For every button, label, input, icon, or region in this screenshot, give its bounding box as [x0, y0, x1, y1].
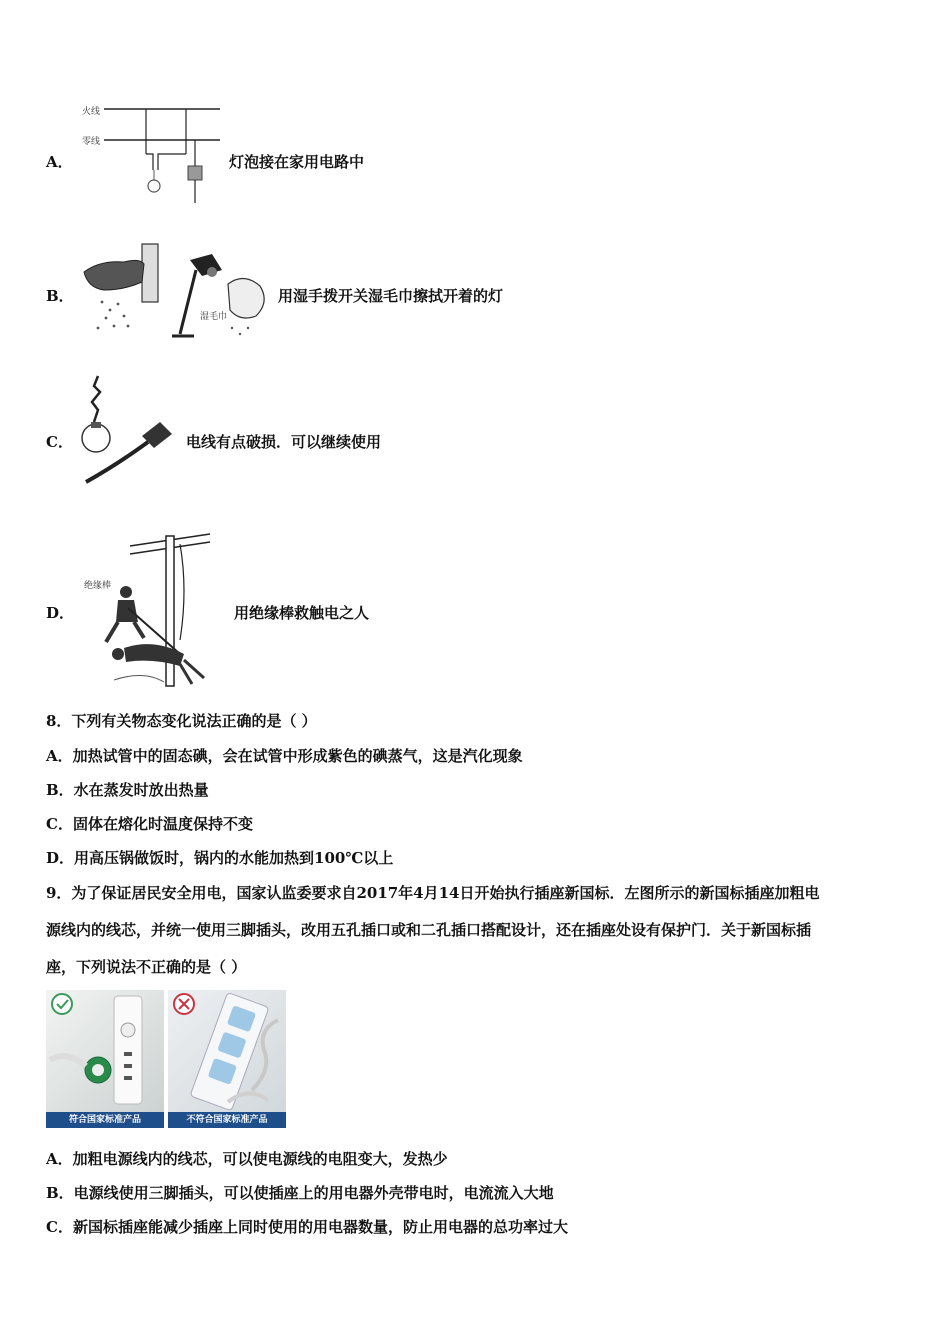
q9-stem-line-2: 源线内的线芯，并统一使用三脚插头，改用五孔插口或和二孔插口搭配设计，还在插座处设有保护门．关于新国标插	[46, 921, 812, 939]
compliant-caption: 符合国家标准产品	[46, 1112, 164, 1128]
compliant-socket-photo	[46, 990, 164, 1128]
option-b-letter: B．	[46, 287, 74, 305]
noncompliant-caption: 不符合国家标准产品	[168, 1112, 286, 1128]
q9-option-a: A．加粗电源线内的线芯，可以使电源线的电阻变大，发热少	[46, 1150, 448, 1168]
victim	[124, 644, 184, 666]
towel-hand	[228, 278, 264, 318]
wet-hand	[84, 260, 144, 290]
damaged-wire-illustration	[78, 374, 178, 486]
noncompliant-socket-photo	[168, 990, 286, 1128]
q8-option-c: C．固体在熔化时温度保持不变	[46, 815, 253, 833]
q9-option-c: C．新国标插座能减少插座上同时使用的用电器数量，防止用电器的总功率过大	[46, 1218, 568, 1236]
bulb-symbol	[148, 180, 160, 192]
check-icon	[52, 994, 72, 1014]
q9-option-b: B．电源线使用三脚插头，可以使插座上的用电器外壳带电时，电流流入大地	[46, 1184, 554, 1202]
q8-option-b: B．水在蒸发时放出热量	[46, 781, 209, 799]
rescue-illustration	[84, 530, 234, 692]
option-a-text: 灯泡接在家用电路中	[229, 153, 365, 171]
bulb	[82, 424, 110, 452]
q9-stem-line-3: 座，下列说法不正确的是（ ）	[46, 958, 247, 976]
circuit-diagram	[78, 100, 223, 205]
option-d-text: 用绝缘棒救触电之人	[234, 604, 370, 622]
option-b-text: 用湿手拨开关湿毛巾擦拭开着的灯	[278, 287, 504, 305]
option-c-letter: C．	[46, 433, 73, 451]
rescuer	[116, 600, 138, 622]
live-wire-label: 火线	[82, 107, 101, 117]
insulating-rod-label: 绝缘棒	[84, 581, 112, 591]
wet-towel-label: 湿毛巾	[200, 312, 228, 322]
option-a-letter: A．	[46, 153, 73, 171]
q9-stem-line-1: 9．为了保证居民安全用电，国家认监委要求自2017年4月14日开始执行插座新国标．左图所示的新国标插座加粗电	[46, 884, 820, 902]
wet-hands-illustration	[80, 242, 275, 340]
option-c-text: 电线有点破损．可以继续使用	[186, 433, 382, 451]
q8-option-a: A．加热试管中的固态碘，会在试管中形成紫色的碘蒸气，这是汽化现象	[46, 747, 523, 765]
q8-stem: 8．下列有关物态变化说法正确的是（ ）	[46, 712, 317, 730]
switch-box	[188, 166, 202, 180]
neutral-wire-label: 零线	[82, 137, 101, 147]
option-d-letter: D．	[46, 604, 75, 622]
q8-option-d: D．用高压锅做饭时，锅内的水能加热到100℃以上	[46, 849, 394, 867]
